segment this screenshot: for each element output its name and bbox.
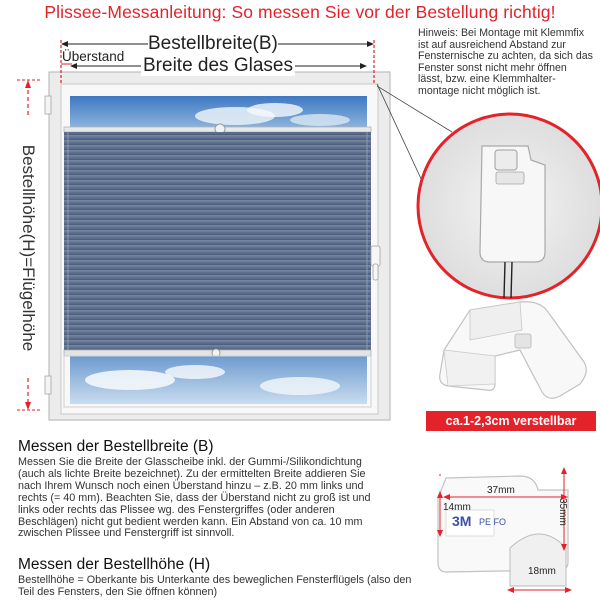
brand-suffix: PE FO [479,517,507,527]
breite-glas-label: Breite des Glases [143,55,293,76]
mounting-hint: Hinweis: Bei Montage mit Klemmfix ist auf ausreichend Abstand zur Fensternische zu achten, da sich das Fenster sonst nicht mehr öffnen lässt, bzw. eine Klemmhalter-montage nicht möglich ist. [418,27,593,97]
section-hoehe-text: Bestellhöhe = Oberkante bis Unterkante des beweglichen Fensterflügels (also den Teil des Fensters, den Sie öffnen können) [18,574,412,598]
section-breite-text: Messen Sie die Breite der Glasscheibe inkl. der Gummi-/Silikondichtung (auch als lichte Breite bezeichnet). Zu der ermittelten Breite addieren Sie nach Ihrem Wunsch noch einen Überstand hinzu – z.B. 20 mm links und rechts (= 40 mm). Beachten Sie, dass der Überstand nicht zu groß ist und links oder rechts das Plissee wg. des Fenstergriffes (oder anderen Beschlägen) nicht gut bedient werden kann. Ein Abstand von ca. 10 mm zwischen Plissee und Fenstergriff ist sinnvoll. [18,456,371,540]
page-title: Plissee-Messanleitung: So messen Sie vor der Bestellung richtig! [44,2,556,22]
pleated-blind [64,132,371,350]
section-hoehe-title: Messen der Bestellhöhe (H) [18,556,211,573]
clamp-depth-bottom-label: 18mm [528,566,556,577]
bestellhoehe-label: Bestellhöhe(H)=Flügelhöhe [19,144,38,352]
ueberstand-label: Überstand [62,49,125,64]
clamp-width-label: 37mm [487,485,515,496]
clamp-photo-adjustable [440,302,587,399]
clamp-depth-top-label: 14mm [443,502,471,513]
hinge-top [45,96,51,114]
brand-3m-logo: 3M [452,513,472,529]
adjustable-badge: ca.1-2,3cm verstellbar [426,411,596,431]
bestellbreite-label: Bestellbreite(B) [148,33,278,54]
section-breite-title: Messen der Bestellbreite (B) [18,438,214,455]
hinge-bottom [45,376,51,394]
clamp-height-label: 35mm [557,498,568,526]
window-handle [371,246,380,266]
